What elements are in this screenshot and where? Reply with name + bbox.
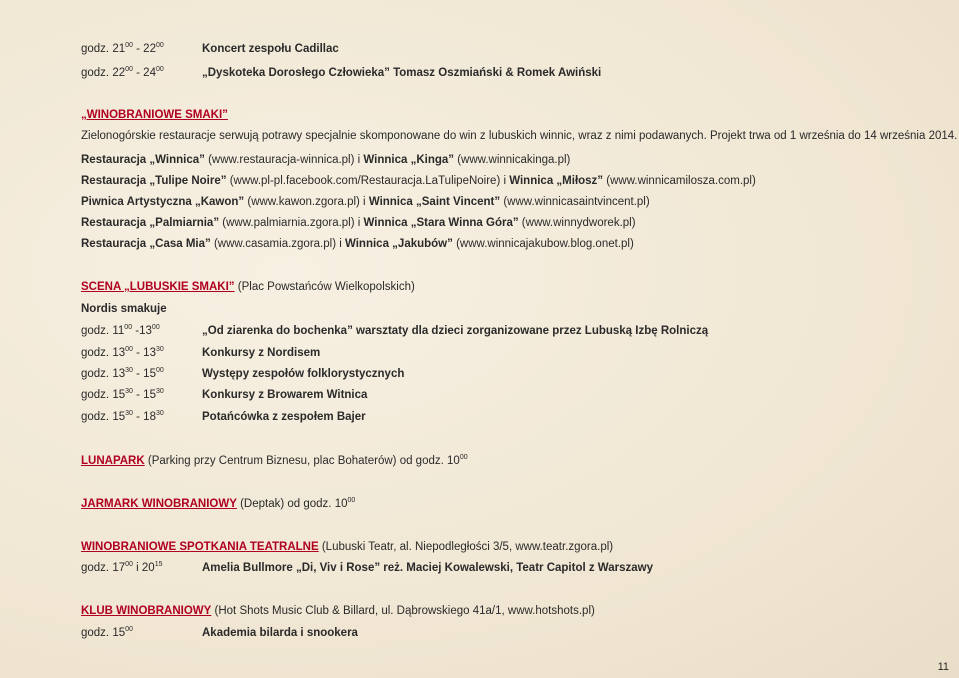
restaurant-pair: Restauracja „Palmiarnia” (www.palmiarnia.zgora.pl) i Winnica „Stara Winna Góra” (www.winnydworek.pl) <box>81 217 636 229</box>
lunapark-line: LUNAPARK (Parking przy Centrum Biznesu, plac Bohaterów) od godz. $10^{00}$ <box>81 454 468 467</box>
time-range: godz. $21^{00} - 22^{00}$ <box>81 42 164 55</box>
event-title: „Dyskoteka Dorosłego Człowieka” Tomasz Oszmiański & Romek Awiński <box>202 67 602 79</box>
scena-heading: SCENA „LUBUSKIE SMAKI” (Plac Powstańców Wielkopolskich) <box>81 281 415 293</box>
scena-subheading: Nordis smakuje <box>81 303 167 315</box>
event-title: Amelia Bullmore „Di, Viv i Rose” reż. Maciej Kowalewski, Teatr Capitol z Warszawy <box>202 562 653 574</box>
event-title: „Od ziarenka do bochenka” warsztaty dla dzieci zorganizowane przez Lubuską Izbę Rolniczą <box>202 325 709 337</box>
page-number: 11 <box>937 661 949 673</box>
restaurant-pair: Restauracja „Winnica” (www.restauracja-winnica.pl) i Winnica „Kinga” (www.winnicakinga.pl) <box>81 154 571 166</box>
schedule-row <box>81 367 404 381</box>
restaurant-pair: Piwnica Artystyczna „Kawon” (www.kawon.zgora.pl) i Winnica „Saint Vincent” (www.winnicasaintvincent.pl) <box>81 196 650 208</box>
jarmark-line: JARMARK WINOBRANIOWY (Deptak) od godz. $10^{00}$ <box>81 497 356 510</box>
time-range: godz. $15^{00}$ <box>81 626 133 639</box>
schedule-row <box>81 324 708 338</box>
schedule-row <box>81 388 367 402</box>
restaurant-pair: Restauracja „Tulipe Noire” (www.pl-pl.facebook.com/Restauracja.LaTulipeNoire) i Winnica „Miłosz” (www.winnicamilosza.com.pl) <box>81 175 756 187</box>
time-range: godz. $13^{30} - 15^{00}$ <box>81 367 164 380</box>
event-title: Koncert zespołu Cadillac <box>202 43 339 55</box>
event-title: Konkursy z Nordisem <box>202 347 321 359</box>
restaurant-pair: Restauracja „Casa Mia” (www.casamia.zgora.pl) i Winnica „Jakubów” (www.winnicajakubow.blog.onet.pl) <box>81 238 634 250</box>
time-range: godz. $22^{00} - 24^{00}$ <box>81 66 164 79</box>
teatr-heading: WINOBRANIOWE SPOTKANIA TEATRALNE (Lubuski Teatr, al. Niepodległości 3/5, www.teatr.zgora.pl) <box>81 541 614 553</box>
event-title: Akademia bilarda i snookera <box>202 627 358 639</box>
event-title: Konkursy z Browarem Witnica <box>202 389 368 401</box>
smaki-heading: „WINOBRANIOWE SMAKI” <box>81 109 228 121</box>
smaki-description: Zielonogórskie restauracje serwują potrawy specjalnie skomponowane do win z lubuskich winnic, wraz z nimi podawanych. Projekt trwa od 1 września do 14 września 2014. <box>81 130 958 142</box>
schedule-row <box>81 626 358 640</box>
event-title: Potańcówka z zespołem Bajer <box>202 411 366 423</box>
time-range: godz. $15^{30} - 15^{30}$ <box>81 388 164 401</box>
time-range: godz. $17^{00}$ i $20^{15}$ <box>81 561 163 574</box>
schedule-row <box>81 66 601 80</box>
schedule-row <box>81 561 653 575</box>
time-range: godz. $15^{30} - 18^{30}$ <box>81 410 164 423</box>
schedule-row <box>81 410 366 424</box>
time-range: godz. $13^{00} - 13^{30}$ <box>81 346 164 359</box>
schedule-row <box>81 42 339 56</box>
schedule-row <box>81 346 320 360</box>
event-title: Występy zespołów folklorystycznych <box>202 368 405 380</box>
time-range: godz. $11^{00}$ $-13^{00}$ <box>81 324 160 337</box>
klub-heading: KLUB WINOBRANIOWY (Hot Shots Music Club & Billard, ul. Dąbrowskiego 41a/1, www.hotshots.pl) <box>81 605 595 617</box>
